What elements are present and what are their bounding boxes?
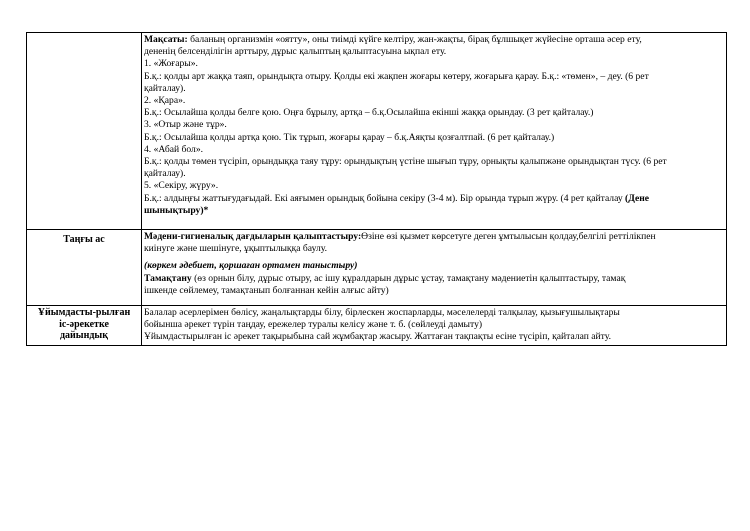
exercise-line: қайталау).: [144, 82, 186, 94]
exercise-line: 3. «Отыр және тұр».: [144, 119, 227, 131]
exercise-line: 5. «Секіру, жүру».: [144, 180, 219, 192]
meal-line-1: [144, 273, 724, 285]
preparation-line: бойынша әрекет түрін таңдау, ережелер туралы келісу және т. б. (сөйлеуді дамыту): [144, 319, 483, 331]
subject-bold-2: шынықтыру)*: [144, 204, 209, 216]
exercise-line: 2. «Қара».: [144, 95, 186, 107]
hygiene-text-1: Өзіне өзі қызмет көрсетуге деген ұмтылысын қолдау,белгілі реттілікпен: [361, 231, 656, 242]
row-label-line: дайындық: [59, 330, 109, 341]
exercise-line: Б.қ.: Осылайша қолды артқа қою. Тік тұрып, жоғары қарау – б.қ.Аяқты қозғалтпай. (6 рет қайталау.): [144, 131, 555, 143]
row-label-preparation: [27, 306, 142, 346]
breakfast-content: [142, 230, 727, 306]
exercise-line-text: Б.қ.: алдыңғы жаттығудағыдай. Екі аяғымен орындық бойына секіру (3-4 м). Бір орында тұрып жүру. (4 рет қайталау: [144, 192, 626, 204]
hygiene-line-2: киінуге және шешінуге, ұқыптылыққа баулу.: [144, 243, 327, 255]
goal-line-2: дененің белсенділігін арттыру, дұрыс қалыптың қалыптасуына ықпал ету.: [144, 46, 447, 58]
exercise-line: Б.қ.: қолды төмен түсіріп, орындыққа таяу тұру: орындықтың үстіне шығып тұру, орнықты қалыпжәне орындықтан түсу. (6 рет: [144, 156, 667, 168]
meal-line-2: ішкенде сөйлемеу, тамақтанып болғаннан кейін алғыс айту): [144, 284, 389, 296]
exercise-line: 4. «Абай бол».: [144, 143, 204, 155]
daily-plan-table: [26, 32, 727, 346]
preparation-line: Балалар әсерлерімен бөлісу, жаңалықтарды білу, бірлескен жоспарларды, мәселелерді талқылау, қызығушылықтары: [144, 307, 620, 318]
goal-text-1: баланың организмін «оятту», оны тиімді күйге келтіру, жан-жақты, бірақ бұлшықет жүйесіне орташа әсер ету,: [187, 34, 642, 45]
exercise-line: Б.қ.: қолды арт жаққа таяп, орындықта отыру. Қолды екі жақпен жоғары көтеру, жоғарыға қарау. Б.қ.: «төмен», – деу. (6 рет: [144, 70, 649, 82]
row-label-line: Ұйымдасты-рылған: [37, 307, 131, 318]
table-row-exercise: [27, 33, 727, 230]
goal-title: Мақсаты:: [144, 34, 188, 45]
meal-title: Тамақтану: [144, 272, 192, 284]
table-row-preparation: [27, 306, 727, 346]
preparation-line: Ұйымдастырылған іс әрекет тақырыбына сай жұмбақтар жасыру. Жаттаған тақпақты есіне түсіріп, қайталап айту.: [144, 331, 611, 343]
exercise-content: [142, 33, 727, 230]
exercise-line: қайталау).: [144, 168, 186, 180]
subject-bold: (Дене: [625, 192, 650, 204]
exercise-line-last: [144, 193, 724, 205]
table-row-breakfast: [27, 230, 727, 306]
integration-note: (көркем әдебиет, қоршаған ортамен таныстыру): [144, 260, 358, 272]
row-label-line: іс-әрекетке: [59, 318, 109, 330]
preparation-content: [142, 306, 727, 346]
row-label-breakfast: Таңғы ас: [27, 230, 142, 306]
goal-line-1: [144, 34, 724, 46]
exercise-line: 1. «Жоғары».: [144, 58, 198, 70]
row-label-empty: [27, 33, 142, 230]
meal-text-1: (өз орнын білу, дұрыс отыру, ас ішу құралдарын дұрыс ұстау, тамақтану мәдениетін қалыптастыру, тамақ: [191, 272, 626, 284]
hygiene-line-1: [144, 231, 724, 243]
exercise-line: Б.қ.: Осылайша қолды белге қою. Оңға бұрылу, артқа – б.қ.Осылайша екінші жаққа орындау. (3 рет қайталау.): [144, 107, 594, 119]
hygiene-title: Мәдени-гигиеналық дағдыларын қалыптастыру:: [144, 231, 362, 242]
plan-sheet: [26, 32, 722, 346]
